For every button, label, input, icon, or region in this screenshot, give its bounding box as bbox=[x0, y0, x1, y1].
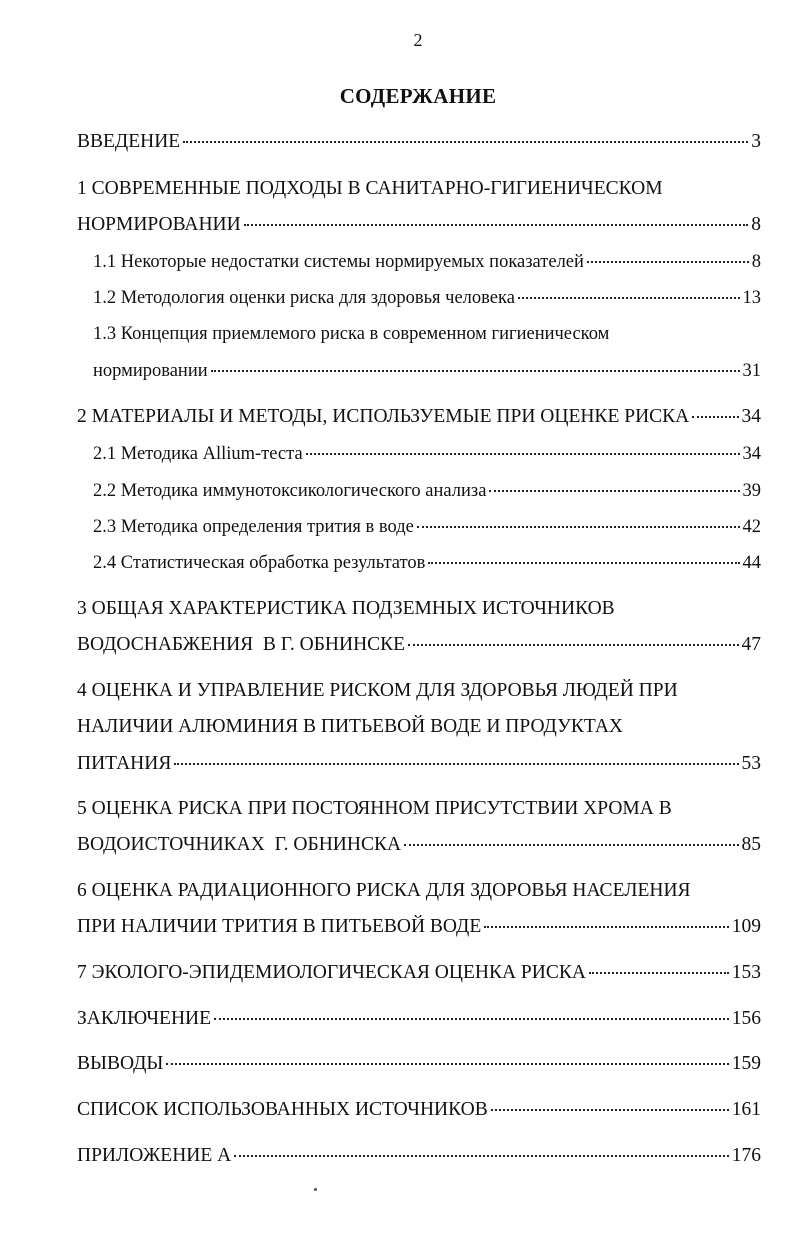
toc-entry-text: 7 ЭКОЛОГО-ЭПИДЕМИОЛОГИЧЕСКАЯ ОЦЕНКА РИСКА bbox=[77, 962, 586, 983]
toc-entry-text: ВОДОИСТОЧНИКАХ Г. ОБНИНСКА bbox=[77, 834, 402, 855]
toc-entry-text: 1.2 Методология оценки риска для здоровья человека bbox=[93, 288, 515, 308]
toc-entry-text: нормировании bbox=[93, 361, 208, 381]
dot-leader bbox=[408, 644, 738, 646]
dot-leader bbox=[587, 261, 749, 263]
toc-page-number: 8 bbox=[751, 214, 761, 235]
toc-entry-chapter-3[interactable] bbox=[77, 633, 761, 657]
toc-entry-findings[interactable] bbox=[77, 1052, 761, 1076]
toc-entry-introduction[interactable] bbox=[77, 130, 761, 154]
toc-page-number: 3 bbox=[751, 131, 761, 152]
toc-entry-text: ВЫВОДЫ bbox=[77, 1053, 164, 1074]
toc-entry-chapter-4-line1: 4 ОЦЕНКА И УПРАВЛЕНИЕ РИСКОМ ДЛЯ ЗДОРОВЬЯ ЛЮДЕЙ ПРИ bbox=[77, 680, 678, 701]
toc-page-number: 39 bbox=[742, 481, 761, 501]
toc-page-number: 161 bbox=[731, 1099, 761, 1120]
toc-entry-chapter-3-line1: 3 ОБЩАЯ ХАРАКТЕРИСТИКА ПОДЗЕМНЫХ ИСТОЧНИКОВ bbox=[77, 598, 615, 619]
toc-entry-chapter-7[interactable] bbox=[77, 961, 761, 985]
toc-entry-text: НОРМИРОВАНИИ bbox=[77, 214, 241, 235]
dot-leader bbox=[234, 1155, 729, 1157]
toc-page-number: 159 bbox=[731, 1053, 761, 1074]
toc-entry-chapter-5-line1: 5 ОЦЕНКА РИСКА ПРИ ПОСТОЯННОМ ПРИСУТСТВИИ ХРОМА В bbox=[77, 798, 672, 819]
dot-leader bbox=[417, 526, 740, 528]
dot-leader bbox=[491, 1109, 729, 1111]
dot-leader bbox=[306, 453, 740, 455]
toc-entry-section-2-3[interactable] bbox=[93, 515, 761, 539]
scan-speck bbox=[314, 1188, 317, 1191]
toc-page-number: 31 bbox=[742, 361, 761, 381]
toc-entry-text: ВВЕДЕНИЕ bbox=[77, 131, 181, 152]
toc-entry-text: ПРИЛОЖЕНИЕ А bbox=[77, 1145, 232, 1166]
toc-entry-chapter-2[interactable] bbox=[77, 405, 761, 429]
toc-page-number: 176 bbox=[731, 1145, 761, 1166]
toc-entry-chapter-5[interactable] bbox=[77, 833, 761, 857]
toc-page-number: 47 bbox=[741, 634, 761, 655]
dot-leader bbox=[489, 490, 739, 492]
toc-page-number: 42 bbox=[742, 517, 761, 537]
toc-entry-chapter-6-line1: 6 ОЦЕНКА РАДИАЦИОННОГО РИСКА ДЛЯ ЗДОРОВЬЯ НАСЕЛЕНИЯ bbox=[77, 880, 691, 901]
toc-entry-text: ПИТАНИЯ bbox=[77, 753, 172, 774]
toc-entry-text: ЗАКЛЮЧЕНИЕ bbox=[77, 1008, 212, 1029]
toc-entry-conclusion[interactable] bbox=[77, 1007, 761, 1031]
toc-entry-section-2-1[interactable] bbox=[93, 442, 761, 466]
toc-entry-text: 2.2 Методика иммунотоксикологического анализа bbox=[93, 481, 487, 501]
dot-leader bbox=[174, 763, 738, 765]
toc-page-number: 53 bbox=[741, 753, 761, 774]
toc-entry-text: 2.1 Методика Allium-теста bbox=[93, 444, 303, 464]
toc-entry-text: 1.1 Некоторые недостатки системы нормируемых показателей bbox=[93, 252, 584, 272]
toc-page-number: 34 bbox=[742, 444, 761, 464]
dot-leader bbox=[244, 224, 749, 226]
toc-entry-text: ПРИ НАЛИЧИИ ТРИТИЯ В ПИТЬЕВОЙ ВОДЕ bbox=[77, 916, 482, 937]
toc-entry-section-2-4[interactable] bbox=[93, 551, 761, 575]
toc-entry-references[interactable] bbox=[77, 1098, 761, 1122]
toc-entry-chapter-6[interactable] bbox=[77, 915, 761, 939]
toc-entry-chapter-1-line1: 1 СОВРЕМЕННЫЕ ПОДХОДЫ В САНИТАРНО-ГИГИЕНИЧЕСКОМ bbox=[77, 178, 663, 199]
toc-entry-text: 2.3 Методика определения трития в воде bbox=[93, 517, 414, 537]
dot-leader bbox=[518, 297, 740, 299]
toc-page-number: 109 bbox=[731, 916, 761, 937]
toc-entry-text: 2.4 Статистическая обработка результатов bbox=[93, 553, 426, 573]
dot-leader bbox=[692, 416, 738, 418]
toc-page-number: 85 bbox=[741, 834, 761, 855]
toc-entry-appendix-a[interactable] bbox=[77, 1144, 761, 1168]
toc-entry-chapter-1[interactable] bbox=[77, 213, 761, 237]
toc-entry-text: СПИСОК ИСПОЛЬЗОВАННЫХ ИСТОЧНИКОВ bbox=[77, 1099, 488, 1120]
dot-leader bbox=[166, 1063, 728, 1065]
page-number: 2 bbox=[413, 30, 423, 50]
toc-entry-text: 2 МАТЕРИАЛЫ И МЕТОДЫ, ИСПОЛЬЗУЕМЫЕ ПРИ ОЦЕНКЕ РИСКА bbox=[77, 406, 690, 427]
dot-leader bbox=[589, 972, 729, 974]
toc-entry-chapter-4[interactable] bbox=[77, 752, 761, 776]
toc-page-number: 44 bbox=[742, 553, 761, 573]
dot-leader bbox=[484, 926, 729, 928]
toc-page-number: 8 bbox=[751, 252, 761, 272]
dot-leader bbox=[214, 1018, 729, 1020]
dot-leader bbox=[404, 844, 738, 846]
toc-page-number: 153 bbox=[731, 962, 761, 983]
toc-entry-section-2-2[interactable] bbox=[93, 479, 761, 503]
dot-leader bbox=[211, 370, 740, 372]
dot-leader bbox=[183, 141, 748, 143]
toc-entry-section-1-3-line1: 1.3 Концепция приемлемого риска в современном гигиеническом bbox=[93, 324, 610, 344]
page-title: СОДЕРЖАНИЕ bbox=[339, 84, 497, 108]
toc-page-number: 34 bbox=[741, 406, 761, 427]
toc-page-number: 13 bbox=[742, 288, 761, 308]
toc-entry-section-1-3[interactable] bbox=[93, 359, 761, 383]
toc-page-number: 156 bbox=[731, 1008, 761, 1029]
dot-leader bbox=[428, 562, 739, 564]
toc-entry-section-1-2[interactable] bbox=[93, 286, 761, 310]
toc-entry-text: ВОДОСНАБЖЕНИЯ В Г. ОБНИНСКЕ bbox=[77, 634, 406, 655]
toc-entry-section-1-1[interactable] bbox=[93, 250, 761, 274]
toc-entry-chapter-4-line2: НАЛИЧИИ АЛЮМИНИЯ В ПИТЬЕВОЙ ВОДЕ И ПРОДУКТАХ bbox=[77, 716, 624, 737]
